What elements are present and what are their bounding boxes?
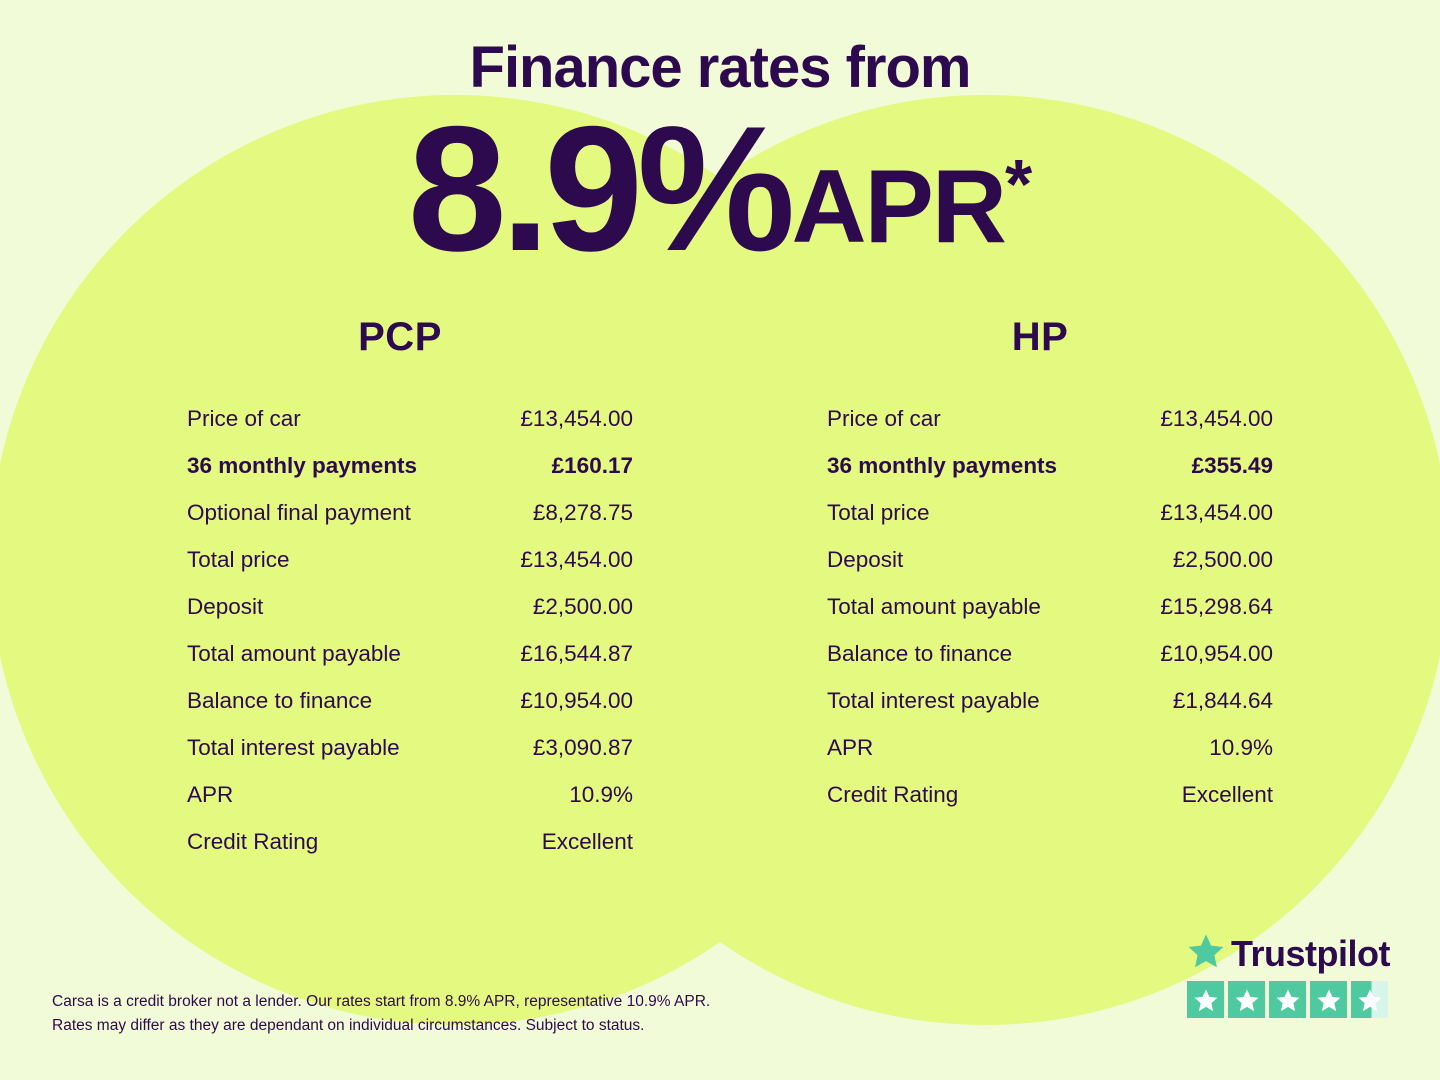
row-label: Optional final payment [187,500,411,526]
table-row [165,537,635,584]
table-row [165,772,635,819]
finance-column-pcp [165,315,635,866]
row-value: £13,454.00 [1160,406,1273,432]
column-title-pcp: PCP [358,314,442,359]
row-value: £2,500.00 [1172,547,1273,573]
trustpilot-star-half [1351,981,1388,1018]
trustpilot-star-icon [1187,932,1225,975]
row-value: £8,278.75 [532,500,633,526]
row-label: APR [827,735,874,761]
row-label: 36 monthly payments [827,453,1058,479]
row-label: Deposit [827,547,904,573]
trustpilot-stars [1187,981,1392,1018]
row-label: Total interest payable [187,735,400,761]
row-label: Total amount payable [187,641,401,667]
row-value: Excellent [541,829,633,855]
finance-table-pcp [165,396,635,866]
row-value: £160.17 [551,453,633,479]
table-row [165,631,635,678]
row-value: £2,500.00 [532,594,633,620]
disclaimer-line-2: Rates may differ as they are dependant on individual circumstances. Subject to status. [52,1016,645,1034]
row-label: Price of car [187,406,301,432]
trustpilot-brand [1187,932,1392,975]
table-row [805,443,1275,490]
table-row [165,584,635,631]
table-row [805,584,1275,631]
row-value: £10,954.00 [520,688,633,714]
row-label: Total amount payable [827,594,1041,620]
row-value: 10.9% [1209,735,1273,761]
table-row [805,537,1275,584]
row-label: Total price [187,547,290,573]
finance-table-pcp-body [165,396,635,866]
row-value: £13,454.00 [520,406,633,432]
table-row [165,443,635,490]
table-row [165,396,635,443]
headline-rate: 8.9% [407,88,790,288]
row-label: Credit Rating [827,782,959,808]
table-row [805,631,1275,678]
row-label: Price of car [827,406,941,432]
disclaimer-line-1: Carsa is a credit broker not a lender. Our rates start from 8.9% APR, representative 10.9% APR. [52,992,711,1010]
headline-line-1: Finance rates from [469,35,971,100]
row-label: Balance to finance [827,641,1013,667]
table-row [165,725,635,772]
column-title-hp: HP [1011,314,1069,359]
table-row [805,396,1275,443]
row-value: £3,090.87 [532,735,633,761]
headline-apr-label: APR [791,148,1006,265]
row-value: £16,544.87 [520,641,633,667]
table-row [805,725,1275,772]
row-value: Excellent [1181,782,1273,808]
row-label: Total interest payable [827,688,1040,714]
headline-asterisk: * [1005,144,1033,223]
legal-disclaimer [52,990,710,1038]
trustpilot-rating [1187,932,1392,1018]
trustpilot-star-filled [1269,981,1306,1018]
row-label: Total price [827,500,930,526]
table-row [165,490,635,537]
headline-block [0,0,1440,288]
row-value: £13,454.00 [520,547,633,573]
row-label: Credit Rating [187,829,319,855]
row-label: 36 monthly payments [187,453,418,479]
row-value: £355.49 [1191,453,1273,479]
row-label: Deposit [187,594,264,620]
table-row [805,490,1275,537]
row-label: APR [187,782,234,808]
finance-table-hp-body [805,396,1275,819]
table-row [165,819,635,866]
headline-line-2 [0,88,1440,288]
row-value: £13,454.00 [1160,500,1273,526]
finance-column-hp [805,315,1275,866]
trustpilot-star-filled [1187,981,1224,1018]
row-value: £15,298.64 [1160,594,1273,620]
row-value: £1,844.64 [1172,688,1273,714]
table-row [805,678,1275,725]
table-row [805,772,1275,819]
row-value: £10,954.00 [1160,641,1273,667]
trustpilot-star-filled [1310,981,1347,1018]
row-label: Balance to finance [187,688,373,714]
table-row [165,678,635,725]
finance-columns [0,315,1440,866]
trustpilot-wordmark: Trustpilot [1231,932,1390,974]
trustpilot-star-filled [1228,981,1265,1018]
row-value: 10.9% [569,782,633,808]
finance-table-hp [805,396,1275,819]
